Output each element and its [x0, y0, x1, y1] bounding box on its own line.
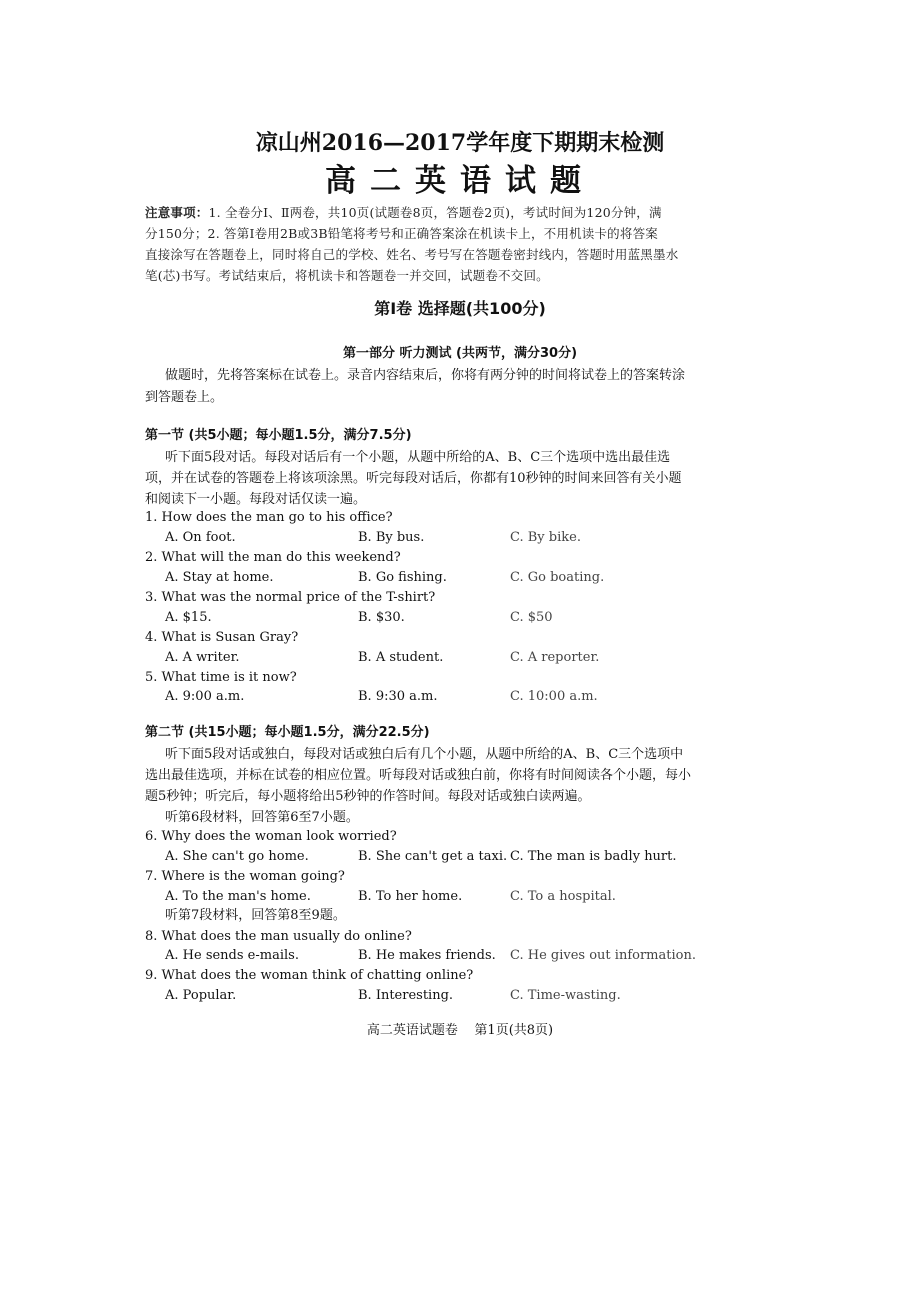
notes-line-3: 直接涂写在答题卷上，同时将自己的学校、姓名、考号写在答题卷密封线内，答题时用蓝黑墨水: [145, 247, 679, 262]
option-a: A. $15.: [165, 610, 212, 625]
option-c: C. 10:00 a.m.: [510, 689, 598, 704]
option-b: B. A student.: [358, 650, 444, 665]
option-a: A. A writer.: [165, 650, 240, 665]
option-c: C. A reporter.: [510, 650, 600, 665]
option-a: A. To the man's home.: [165, 889, 311, 904]
volume-heading: 第Ⅰ卷 选择题(共100分): [374, 299, 546, 318]
notes-line-2: 分150分；2. 答第Ⅰ卷用2B或3B铅笔将考号和正确答案涂在机读卡上，不用机读卡的将答案: [145, 226, 658, 241]
part1-intro-line: 到答题卷上。: [145, 390, 224, 405]
question-9: 9. What does the woman think of chatting online?: [145, 968, 474, 983]
question-8: 8. What does the man usually do online?: [145, 929, 412, 944]
option-c: C. Go boating.: [510, 570, 605, 585]
option-c: C. The man is badly hurt.: [510, 849, 677, 864]
option-c: C. To a hospital.: [510, 889, 616, 904]
question-7: 7. Where is the woman going?: [145, 869, 345, 884]
option-a: A. Stay at home.: [165, 570, 274, 585]
notes-label: 注意事项：: [145, 205, 209, 220]
question-2: 2. What will the man do this weekend?: [145, 550, 401, 565]
option-b: B. By bus.: [358, 530, 425, 545]
question-3: 3. What was the normal price of the T-shirt?: [145, 590, 436, 605]
question-1: 1. How does the man go to his office?: [145, 510, 393, 525]
section2-intro-line: 题5秒钟；听完后，每小题将给出5秒钟的作答时间。每段对话或独白读两遍。: [145, 789, 591, 804]
question-4: 4. What is Susan Gray?: [145, 630, 299, 645]
option-b: B. 9:30 a.m.: [358, 689, 438, 704]
option-b: B. $30.: [358, 610, 405, 625]
section1-heading: 第一节 (共5小题；每小题1.5分，满分7.5分): [145, 428, 412, 443]
option-a: A. She can't go home.: [165, 849, 309, 864]
option-a: A. 9:00 a.m.: [165, 689, 245, 704]
option-b: B. Go fishing.: [358, 570, 447, 585]
question-6: 6. Why does the woman look worried?: [145, 829, 397, 844]
material-6-instruction: 听第6段材料，回答第6至7小题。: [165, 810, 359, 825]
option-b: B. Interesting.: [358, 988, 454, 1003]
section1-intro-line: 和阅读下一小题。每段对话仅读一遍。: [145, 492, 367, 507]
option-c: C. Time-wasting.: [510, 988, 621, 1003]
question-5: 5. What time is it now?: [145, 670, 297, 685]
option-b: B. He makes friends.: [358, 948, 496, 963]
material-7-instruction: 听第7段材料，回答第8至9题。: [165, 908, 346, 923]
option-a: A. On foot.: [165, 530, 236, 545]
part1-intro-line: 做题时，先将答案标在试卷上。录音内容结束后，你将有两分钟的时间将试卷上的答案转涂: [165, 368, 686, 383]
page-footer: 高二英语试题卷 第1页(共8页): [366, 1023, 554, 1038]
section2-intro-line: 听下面5段对话或独白，每段对话或独白后有几个小题，从题中所给的A、B、C三个选项中: [165, 747, 684, 762]
section1-intro-line: 项，并在试卷的答题卷上将该项涂黑。听完每段对话后，你都有10秒钟的时间来回答有关小题: [145, 471, 682, 486]
option-c: C. $50: [510, 610, 553, 625]
option-c: C. He gives out information.: [510, 948, 696, 963]
section2-heading: 第二节 (共15小题；每小题1.5分，满分22.5分): [145, 725, 430, 740]
part1-heading: 第一部分 听力测试 (共两节，满分30分): [342, 346, 578, 361]
option-a: A. He sends e-mails.: [165, 948, 299, 963]
option-b: B. To her home.: [358, 889, 463, 904]
exam-title: 凉山州2016—2017学年度下期期末检测: [255, 130, 665, 156]
option-c: C. By bike.: [510, 530, 581, 545]
section1-intro-line: 听下面5段对话。每段对话后有一个小题，从题中所给的A、B、C三个选项中选出最佳选: [165, 450, 671, 465]
option-a: A. Popular.: [165, 988, 237, 1003]
exam-subject-title: 高二英语试题: [325, 163, 595, 199]
option-b: B. She can't get a taxi.: [358, 849, 508, 864]
section2-intro-line: 选出最佳选项，并标在试卷的相应位置。听每段对话或独白前，你将有时间阅读各个小题，每小: [145, 768, 692, 783]
notes-line-4: 笔(芯)书写。考试结束后，将机读卡和答题卷一并交回，试题卷不交回。: [145, 268, 549, 283]
notes-line-1: 注意事项：1. 全卷分Ⅰ、Ⅱ两卷，共10页(试题卷8页，答题卷2页)，考试时间为120分钟，满: [145, 205, 662, 220]
